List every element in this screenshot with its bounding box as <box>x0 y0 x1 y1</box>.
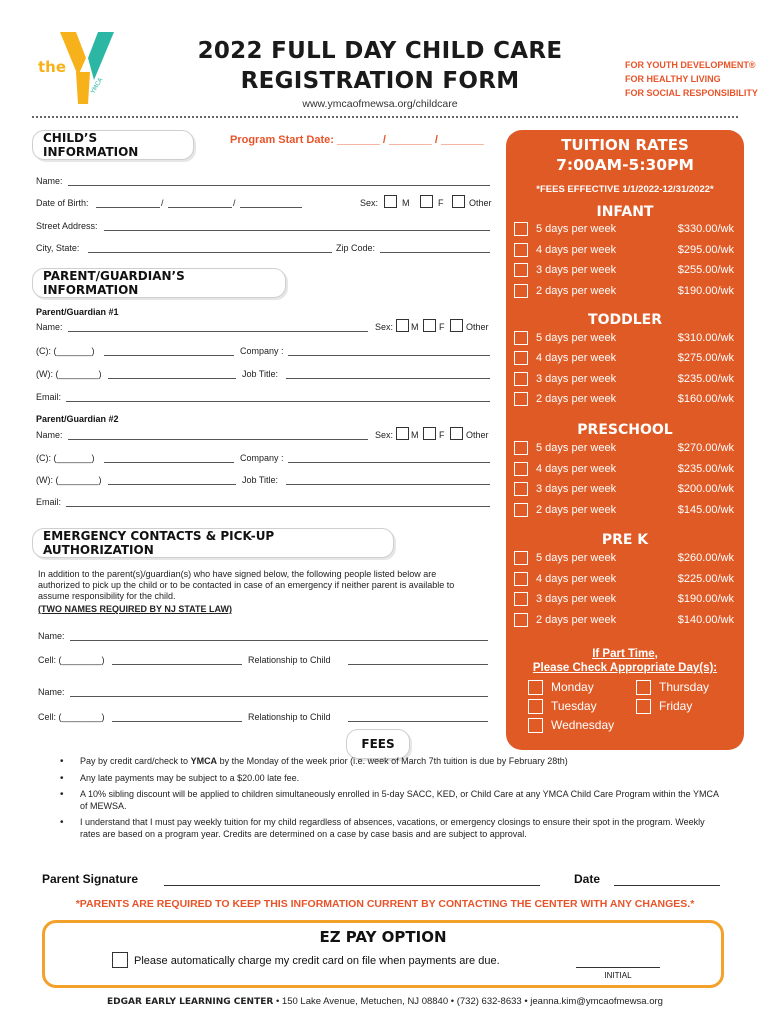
child-sex-m-label: M <box>402 198 410 208</box>
ec1-name-field[interactable] <box>70 631 488 641</box>
tuition-title: TUITION RATES <box>561 136 689 154</box>
g2-job-field[interactable] <box>286 475 490 485</box>
dob-day-field[interactable] <box>168 198 232 208</box>
ezpay-initial-field[interactable] <box>576 958 660 968</box>
day-checkbox[interactable] <box>528 718 543 733</box>
rate-label: 3 days per week <box>536 373 617 385</box>
fee-payment-post: by the Monday of the week prior (i.e. week of March 7th tuition is due by February 28th) <box>217 756 568 766</box>
day-checkbox[interactable] <box>636 699 651 714</box>
date-label: Date <box>574 872 601 886</box>
category-preschool: PRESCHOOL <box>577 422 673 438</box>
rate-price: $225.00/wk <box>677 573 734 585</box>
rate-price: $310.00/wk <box>677 332 734 344</box>
ec1-name-label: Name: <box>38 631 65 641</box>
rate-label: 3 days per week <box>536 483 617 495</box>
fee-item-sibling: • A 10% sibling discount will be applied to children simultaneously enrolled in 5-day SACC, KED, or Child Care at any YMCA Child Care Program within the YMCA of MEWSA. <box>60 789 720 812</box>
section-fees: FEES <box>346 729 410 759</box>
parents-notice: *PARENTS ARE REQUIRED TO KEEP THIS INFORMATION CURRENT BY CONTACTING THE CENTER WITH ANY CHANGES.* <box>75 898 695 910</box>
ec2-rel-label: Relationship to Child <box>248 712 331 722</box>
category-prek: PRE K <box>601 532 649 548</box>
logo-the-text: the <box>38 58 67 76</box>
rate-price: $260.00/wk <box>677 552 734 564</box>
g2-email-field[interactable] <box>66 497 490 507</box>
rate-checkbox[interactable] <box>514 503 528 517</box>
ec1-cell-field[interactable] <box>112 655 242 665</box>
rate-price: $275.00/wk <box>677 352 734 364</box>
day-friday[interactable] <box>636 699 692 714</box>
rate-row[interactable] <box>514 262 734 280</box>
g2-cell-label: (C): (_______) <box>36 453 95 463</box>
footer <box>0 996 770 1007</box>
g1-name-field[interactable] <box>68 322 368 332</box>
tuition-panel <box>506 130 744 750</box>
g1-work-label: (W): (________) <box>36 369 102 379</box>
rate-checkbox[interactable] <box>514 351 528 365</box>
day-wednesday[interactable] <box>528 718 614 733</box>
dob-sep-1: / <box>161 198 164 208</box>
g2-email-label: Email: <box>36 497 62 507</box>
rate-price: $145.00/wk <box>677 504 734 516</box>
day-label: Friday <box>659 699 693 713</box>
rate-price: $295.00/wk <box>677 244 734 256</box>
category-infant: INFANT <box>596 204 654 220</box>
rate-label: 5 days per week <box>536 332 617 344</box>
ec2-name-label: Name: <box>38 687 65 697</box>
rate-label: 3 days per week <box>536 593 617 605</box>
part-time-heading: If Part Time, <box>592 648 658 660</box>
child-sex-f-checkbox[interactable] <box>420 195 433 208</box>
rate-row[interactable] <box>514 283 734 301</box>
rate-label: 4 days per week <box>536 463 617 475</box>
rate-checkbox[interactable] <box>514 372 528 386</box>
rate-price: $330.00/wk <box>677 223 734 235</box>
parent-signature-field[interactable] <box>164 874 540 886</box>
g1-job-field[interactable] <box>286 369 490 379</box>
g1-company-label: Company : <box>240 346 284 356</box>
rate-label: 5 days per week <box>536 552 617 564</box>
rate-row[interactable] <box>514 350 734 368</box>
section-parent-info: PARENT/GUARDIAN’S INFORMATION <box>32 268 286 298</box>
dob-month-field[interactable] <box>96 198 160 208</box>
rate-row[interactable] <box>514 550 734 568</box>
rate-label: 5 days per week <box>536 223 617 235</box>
city-label: City, State: <box>36 243 80 253</box>
day-label: Thursday <box>659 680 710 694</box>
rate-checkbox[interactable] <box>514 263 528 277</box>
website-link[interactable]: www.ymcaofmewsa.org/childcare <box>302 98 458 110</box>
tagline-1: FOR YOUTH DEVELOPMENT® <box>625 60 756 70</box>
date-field[interactable] <box>614 874 720 886</box>
rate-price: $190.00/wk <box>677 593 734 605</box>
ezpay-initial-label: INITIAL <box>604 971 632 980</box>
g1-email-label: Email: <box>36 392 62 402</box>
day-label: Tuesday <box>551 699 597 713</box>
rate-row[interactable] <box>514 391 734 409</box>
part-time-instruction: Please Check Appropriate Day(s): <box>532 662 718 674</box>
rate-checkbox[interactable] <box>514 592 528 606</box>
day-label: Monday <box>551 680 594 694</box>
fee-item-payment <box>60 756 720 768</box>
dob-label: Date of Birth: <box>36 198 89 208</box>
rate-price: $190.00/wk <box>677 285 734 297</box>
zip-label: Zip Code: <box>336 243 376 253</box>
g2-sex-f-checkbox[interactable] <box>423 427 436 440</box>
g2-sex-label: Sex: <box>375 430 394 440</box>
ec2-rel-field[interactable] <box>348 712 488 722</box>
day-monday[interactable] <box>528 680 594 695</box>
footer-details: • 150 Lake Avenue, Metuchen, NJ 08840 • (732) 632-8633 • jeanna.kim@ymcaofmewsa.org <box>273 996 663 1007</box>
ec1-cell-label: Cell: (________) <box>38 655 105 665</box>
rate-price: $235.00/wk <box>677 373 734 385</box>
ec2-name-field[interactable] <box>70 687 488 697</box>
g2-sex-m-checkbox[interactable] <box>396 427 409 440</box>
child-sex-m-checkbox[interactable] <box>384 195 397 208</box>
rate-row[interactable] <box>514 221 734 239</box>
rate-checkbox[interactable] <box>514 222 528 236</box>
g2-name-label: Name: <box>36 430 63 440</box>
emergency-description: In addition to the parent(s)/guardian(s) who have signed below, the following people listed below are authorized to pick up the child or to be contacted in case of an emergency if neither parent is available to assume responsibility for the child. <box>38 569 455 601</box>
g1-sex-m-checkbox[interactable] <box>396 319 409 332</box>
guardian2-heading: Parent/Guardian #2 <box>36 414 119 424</box>
g2-work-field[interactable] <box>108 475 236 485</box>
rate-row[interactable] <box>514 481 734 499</box>
g1-sex-f-checkbox[interactable] <box>423 319 436 332</box>
rate-checkbox[interactable] <box>514 572 528 586</box>
child-sex-other-checkbox[interactable] <box>452 195 465 208</box>
g1-cell-label: (C): (_______) <box>36 346 95 356</box>
child-sex-other-label: Other <box>469 198 492 208</box>
child-sex-label: Sex: <box>360 198 379 208</box>
form-title <box>160 36 600 96</box>
rate-label: 2 days per week <box>536 285 617 297</box>
rate-label: 2 days per week <box>536 504 617 516</box>
rate-label: 3 days per week <box>536 264 617 276</box>
g2-work-label: (W): (________) <box>36 475 102 485</box>
rate-row[interactable] <box>514 502 734 520</box>
tagline-2: FOR HEALTHY LIVING <box>625 74 721 84</box>
rate-label: 2 days per week <box>536 393 617 405</box>
rate-row[interactable] <box>514 612 734 630</box>
day-thursday[interactable] <box>636 680 709 695</box>
fees-list <box>60 756 720 845</box>
rate-checkbox[interactable] <box>514 482 528 496</box>
day-label: Wednesday <box>551 718 615 732</box>
rate-checkbox[interactable] <box>514 243 528 257</box>
g1-sex-m-label: M <box>411 322 419 332</box>
ec2-cell-field[interactable] <box>112 712 242 722</box>
g1-sex-other-checkbox[interactable] <box>450 319 463 332</box>
rate-row[interactable] <box>514 461 734 479</box>
rate-price: $235.00/wk <box>677 463 734 475</box>
street-field[interactable] <box>104 221 490 231</box>
rate-row[interactable] <box>514 371 734 389</box>
rate-checkbox[interactable] <box>514 613 528 627</box>
tagline-3: FOR SOCIAL RESPONSIBILITY <box>625 88 758 98</box>
rate-row[interactable] <box>514 591 734 609</box>
rate-row[interactable] <box>514 242 734 260</box>
g2-sex-other-checkbox[interactable] <box>450 427 463 440</box>
rate-checkbox[interactable] <box>514 462 528 476</box>
dob-sep-2: / <box>233 198 236 208</box>
guardian1-heading: Parent/Guardian #1 <box>36 307 119 317</box>
g1-sex-f-label: F <box>439 322 445 332</box>
rate-price: $255.00/wk <box>677 264 734 276</box>
rate-checkbox[interactable] <box>514 392 528 406</box>
rate-row[interactable] <box>514 440 734 458</box>
fee-item-understand: • I understand that I must pay weekly tuition for my child regardless of absences, vacations, or emergency closings to ensure their spot in the program. Weekly rates are based on a program year. Credits are determined on a case by case basis and are subject to approval. <box>60 817 720 840</box>
fee-payment-ymca: YMCA <box>190 756 218 766</box>
rate-label: 2 days per week <box>536 614 617 626</box>
ec1-rel-label: Relationship to Child <box>248 655 331 665</box>
ymca-logo <box>30 28 126 104</box>
child-name-field[interactable] <box>68 176 490 186</box>
city-field[interactable] <box>88 243 332 253</box>
rate-price: $160.00/wk <box>677 393 734 405</box>
header-divider <box>32 116 738 118</box>
g2-sex-f-label: F <box>439 430 445 440</box>
rate-label: 4 days per week <box>536 244 617 256</box>
emergency-required-note: (TWO NAMES REQUIRED BY NJ STATE LAW) <box>38 604 233 614</box>
logo-ymca-text: YMCA <box>89 76 105 95</box>
ymca-tagline <box>625 58 758 100</box>
rate-row[interactable] <box>514 330 734 348</box>
g1-job-label: Job Title: <box>242 369 279 379</box>
g2-name-field[interactable] <box>68 430 368 440</box>
g2-company-field[interactable] <box>288 453 490 463</box>
fees-effective: *FEES EFFECTIVE 1/1/2022-12/31/2022* <box>536 184 714 195</box>
title-line2: REGISTRATION FORM <box>240 68 520 94</box>
category-toddler: TODDLER <box>588 312 662 328</box>
child-name-label: Name: <box>36 176 63 186</box>
g1-name-label: Name: <box>36 322 63 332</box>
rate-label: 4 days per week <box>536 352 617 364</box>
rate-checkbox[interactable] <box>514 441 528 455</box>
section-child-info: CHILD’S INFORMATION <box>32 130 194 160</box>
day-checkbox[interactable] <box>528 699 543 714</box>
g1-cell-field[interactable] <box>104 346 234 356</box>
rate-price: $270.00/wk <box>677 442 734 454</box>
zip-field[interactable] <box>380 243 490 253</box>
g1-email-field[interactable] <box>66 392 490 402</box>
rate-price: $140.00/wk <box>677 614 734 626</box>
rate-label: 5 days per week <box>536 442 617 454</box>
program-start-date[interactable]: Program Start Date: _______ / _______ / _______ <box>230 134 484 146</box>
footer-center-name: EDGAR EARLY LEARNING CENTER <box>107 997 274 1007</box>
g2-job-label: Job Title: <box>242 475 279 485</box>
fee-payment-pre: Pay by credit card/check to <box>80 756 191 766</box>
g1-sex-other-label: Other <box>466 322 489 332</box>
fee-item-late: • Any late payments may be subject to a $20.00 late fee. <box>60 773 720 785</box>
rate-checkbox[interactable] <box>514 284 528 298</box>
ezpay-checkbox[interactable] <box>112 952 128 968</box>
child-sex-f-label: F <box>438 198 444 208</box>
g1-work-field[interactable] <box>108 369 236 379</box>
section-emergency: EMERGENCY CONTACTS & PICK-UP AUTHORIZATION <box>32 528 394 558</box>
g2-sex-m-label: M <box>411 430 419 440</box>
parent-signature-label: Parent Signature <box>42 872 139 886</box>
ezpay-text: Please automatically charge my credit card on file when payments are due. <box>134 955 500 967</box>
rate-row[interactable] <box>514 571 734 589</box>
rate-checkbox[interactable] <box>514 331 528 345</box>
day-checkbox[interactable] <box>528 680 543 695</box>
g1-sex-label: Sex: <box>375 322 394 332</box>
title-line1: 2022 FULL DAY CHILD CARE <box>197 38 563 64</box>
day-tuesday[interactable] <box>528 699 597 714</box>
g2-company-label: Company : <box>240 453 284 463</box>
ec2-cell-label: Cell: (________) <box>38 712 105 722</box>
dob-year-field[interactable] <box>240 198 302 208</box>
g2-sex-other-label: Other <box>466 430 489 440</box>
ezpay-title: EZ PAY OPTION <box>319 928 447 946</box>
rate-price: $200.00/wk <box>677 483 734 495</box>
g2-cell-field[interactable] <box>104 453 234 463</box>
day-checkbox[interactable] <box>636 680 651 695</box>
rate-label: 4 days per week <box>536 573 617 585</box>
rate-checkbox[interactable] <box>514 551 528 565</box>
ec1-rel-field[interactable] <box>348 655 488 665</box>
tuition-hours: 7:00AM-5:30PM <box>556 156 694 174</box>
street-label: Street Address: <box>36 221 98 231</box>
g1-company-field[interactable] <box>288 346 490 356</box>
